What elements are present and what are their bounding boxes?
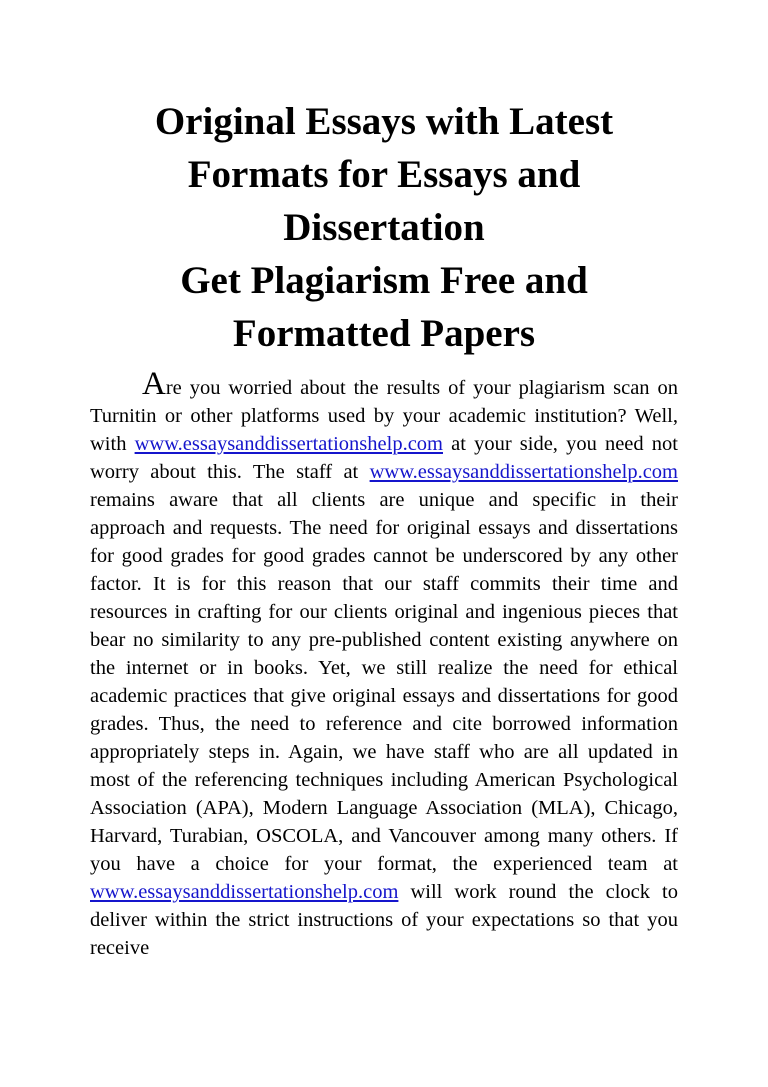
website-link[interactable]: www.essaysanddissertationshelp.com (369, 461, 678, 483)
website-link[interactable]: www.essaysanddissertationshelp.com (90, 881, 399, 903)
body-paragraph (90, 366, 678, 962)
paragraph-text: re you worried about the results of your plagiarism scan on Turnitin or other platforms used by your academic institution? Well, with (90, 377, 678, 455)
title-line-2: Get Plagiarism Free and Formatted Papers (180, 259, 588, 355)
paragraph-initial-letter: A (142, 366, 166, 402)
paragraph-text: at your side, you need not worry about this. The staff at (90, 433, 678, 483)
paragraph-text: will work round the clock to deliver within the strict instructions of your expectations so that you receive (90, 881, 678, 959)
title-line-1: Original Essays with Latest Formats for Essays and Dissertation (154, 100, 614, 249)
website-link[interactable]: www.essaysanddissertationshelp.com (134, 433, 443, 455)
document-title (90, 95, 678, 360)
paragraph-text: remains aware that all clients are unique and specific in their approach and requests. The need for original essays and dissertations for good grades for good grades cannot be underscored by any other factor. It is for this reason that our staff commits their time and resources in crafting for our clients original and ingenious pieces that bear no similarity to any pre-published content existing anywhere on the internet or in books. Yet, we still realize the need for ethical academic practices that give original essays and dissertations for good grades. Thus, the need to reference and cite borrowed information appropriately steps in. Again, we have staff who are all updated in most of the referencing techniques including American Psychological Association (APA), Modern Language Association (MLA), Chicago, Harvard, Turabian, OSCOLA, and Vancouver among many others. If you have a choice for your format, the experienced team at (90, 489, 678, 875)
